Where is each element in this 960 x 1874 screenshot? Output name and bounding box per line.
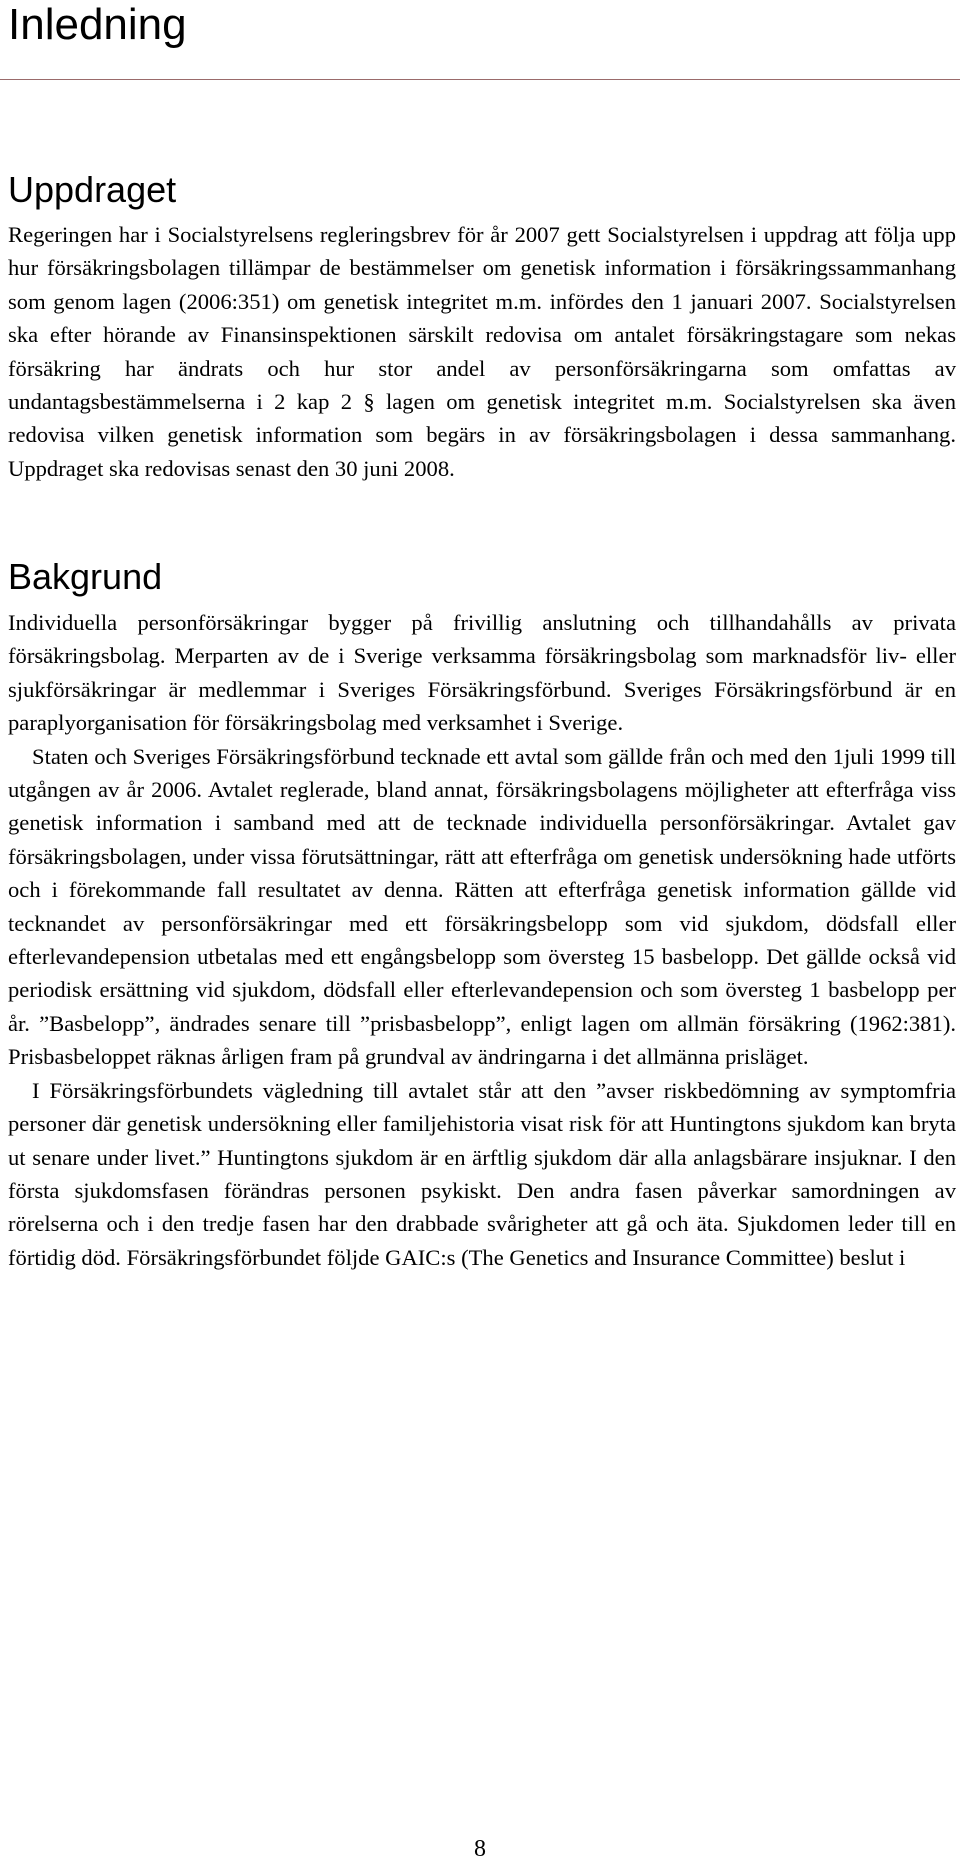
section-heading-bakgrund: Bakgrund: [8, 556, 163, 597]
section-body-uppdraget: [8, 218, 956, 485]
paragraph: Staten och Sveriges Försäkringsförbund tecknade ett avtal som gällde från och med den 1juli 1999 till utgången av år 2006. Avtalet reglerade, bland annat, försäkringsbolagens möjligheter att efterfråga viss genetisk information i samband med att de tecknade individuella personförsäkringar. Avtalet gav försäkringsbolagen, under vissa förutsättningar, rätt att efterfråga om genetisk undersökning hade utförts och i förekommande fall resultatet av denna. Rätten att efterfråga genetisk information gällde vid tecknandet av personförsäkringar med ett försäkringsbelopp som vid sjukdom, dödsfall eller efterlevandepension utbetalas med ett engångsbelopp som översteg 15 basbelopp. Det gällde också vid periodisk ersättning vid sjukdom, dödsfall eller efterlevandepension och som översteg 1 basbelopp per år. ”Basbelopp”, ändrades senare till ”prisbasbelopp”, enligt lagen om allmän försäkring (1962:381). Prisbasbeloppet räknas årligen fram på grundval av ändringarna i det allmänna prisläget.: [8, 743, 956, 1070]
section-body-bakgrund: [8, 606, 956, 1274]
title-divider: [0, 79, 960, 80]
page-title: Inledning: [8, 0, 187, 49]
page-number: 8: [474, 1836, 486, 1862]
paragraph: Individuella personförsäkringar bygger på frivillig anslutning och tillhandahålls av privata försäkringsbolag. Merparten av de i Sverige verksamma försäkringsbolag som marknadsför liv- eller sjukförsäkringar är medlemmar i Sveriges Försäkringsförbund. Sveriges Försäkringsförbund är en paraplyorganisation för försäkringsbolag med verksamhet i Sverige.: [8, 610, 956, 736]
paragraph: Regeringen har i Socialstyrelsens regleringsbrev för år 2007 gett Socialstyrelsen i uppdrag att följa upp hur försäkringsbolagen tillämpar de bestämmelser om genetisk information i försäkringssammanhang som genom lagen (2006:351) om genetisk integritet m.m. infördes den 1 januari 2007. Socialstyrelsen ska efter hörande av Finansinspektionen särskilt redovisa om antalet försäkringstagare som nekas försäkring har ändrats och hur stor andel av personförsäkringarna som omfattas av undantagsbestämmelserna i 2 kap 2 § lagen om genetisk integritet m.m. Socialstyrelsen ska även redovisa vilken genetisk information som begärs in av försäkringsbolagen i dessa sammanhang. Uppdraget ska redovisas senast den 30 juni 2008.: [8, 222, 956, 481]
paragraph: I Försäkringsförbundets vägledning till avtalet står att den ”avser riskbedömning av symptomfria personer där genetisk undersökning eller familjehistoria visat risk för att Huntingtons sjukdom kan bryta ut senare under livet.” Huntingtons sjukdom är en ärftlig sjukdom där alla anlagsbärare insjuknar. I den första sjukdomsfasen förändras personen psykiskt. Den andra fasen påverkar samordningen av rörelserna och i den tredje fasen har den drabbade svårigheter att gå och äta. Sjukdomen leder till en förtidig död. Försäkringsförbundet följde GAIC:s (The Genetics and Insurance Committee) beslut i: [8, 1077, 956, 1270]
section-heading-uppdraget: Uppdraget: [8, 169, 177, 210]
